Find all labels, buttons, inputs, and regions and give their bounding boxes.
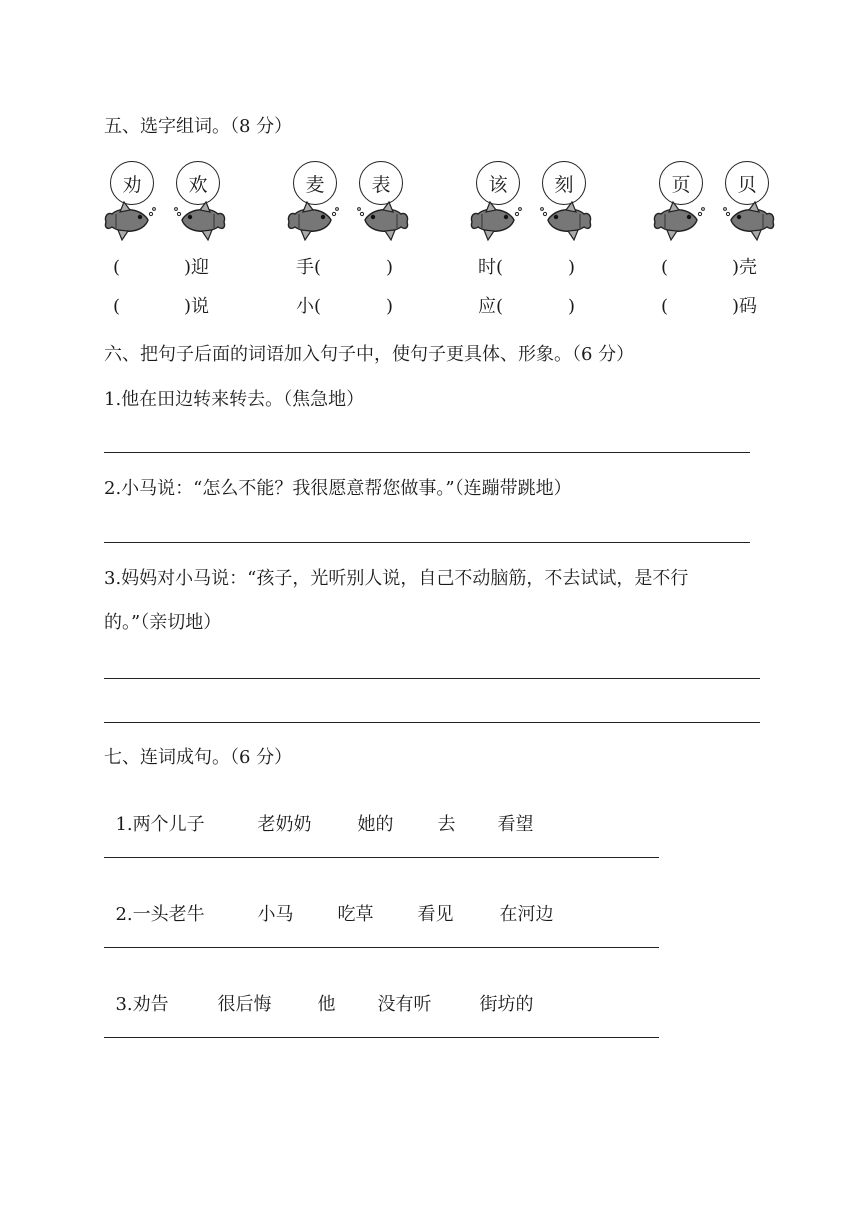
char-circle-1b: 欢 (176, 161, 220, 205)
word: 看见 (417, 904, 454, 925)
word: 没有听 (377, 994, 432, 1015)
blank-close[interactable]: ) (386, 257, 394, 278)
section6-q3-line2: 的。”（亲切地） (104, 612, 222, 633)
fish-icon (719, 200, 777, 242)
fish-icon (102, 200, 160, 242)
blank-close[interactable]: )迎 (184, 257, 210, 278)
blank-close[interactable]: )说 (184, 296, 210, 317)
fish-icon (651, 200, 709, 242)
fish-icon (170, 200, 228, 242)
section7-q1 (104, 792, 533, 836)
word: 1.两个儿子 (115, 814, 205, 835)
blank-open: ( (661, 257, 669, 278)
fish-icon (353, 200, 411, 242)
char-circle-3b: 刻 (542, 161, 586, 205)
word: 她的 (357, 814, 394, 835)
fish-icon (536, 200, 594, 242)
answer-line[interactable] (104, 857, 659, 858)
word: 老奶奶 (257, 814, 312, 835)
blank-open: 应( (478, 296, 504, 317)
answer-line[interactable] (104, 947, 659, 948)
section7-title: 七、连词成句。（6 分） (104, 747, 293, 768)
fish-icon (468, 200, 526, 242)
word: 在河边 (499, 904, 554, 925)
word: 2.一头老牛 (115, 904, 205, 925)
char-circle-2a: 麦 (293, 161, 337, 205)
char-circle-4a: 页 (659, 161, 703, 205)
section6-title: 六、把句子后面的词语加入句子中，使句子更具体、形象。（6 分） (104, 344, 635, 365)
answer-line[interactable] (104, 452, 750, 453)
section6-q1: 1.他在田边转来转去。（焦急地） (104, 389, 365, 410)
char-circle-3a: 该 (476, 161, 520, 205)
blank-open: ( (661, 296, 669, 317)
answer-line[interactable] (104, 678, 760, 679)
blank-open: ( (113, 296, 121, 317)
blank-close[interactable]: ) (386, 296, 394, 317)
char-circle-1a: 劝 (110, 161, 154, 205)
blank-close[interactable]: )码 (732, 296, 758, 317)
section7-q3 (104, 972, 533, 1016)
char-circle-2b: 表 (359, 161, 403, 205)
fish-icon (285, 200, 343, 242)
char-circle-4b: 贝 (725, 161, 769, 205)
blank-open: 小( (296, 296, 322, 317)
blank-open: 手( (296, 257, 322, 278)
answer-line[interactable] (104, 542, 750, 543)
blank-close[interactable]: ) (568, 257, 576, 278)
blank-open: 时( (478, 257, 504, 278)
word: 他 (317, 994, 336, 1015)
word: 很后悔 (217, 994, 272, 1015)
blank-close[interactable]: )壳 (732, 257, 758, 278)
word: 街坊的 (479, 994, 534, 1015)
blank-close[interactable]: ) (568, 296, 576, 317)
word: 去 (437, 814, 456, 835)
section6-q3-line1: 3.妈妈对小马说：“孩子，光听别人说，自己不动脑筋，不去试试，是不行 (104, 568, 689, 589)
word: 看望 (497, 814, 534, 835)
answer-line[interactable] (104, 722, 760, 723)
answer-line[interactable] (104, 1037, 659, 1038)
word: 吃草 (337, 904, 374, 925)
blank-open: ( (113, 257, 121, 278)
word: 3.劝告 (115, 994, 169, 1015)
word: 小马 (257, 904, 294, 925)
section6-q2: 2.小马说：“怎么不能？我很愿意帮您做事。”（连蹦带跳地） (104, 478, 572, 499)
section5-title: 五、选字组词。（8 分） (104, 116, 293, 137)
section7-q2 (104, 882, 553, 926)
